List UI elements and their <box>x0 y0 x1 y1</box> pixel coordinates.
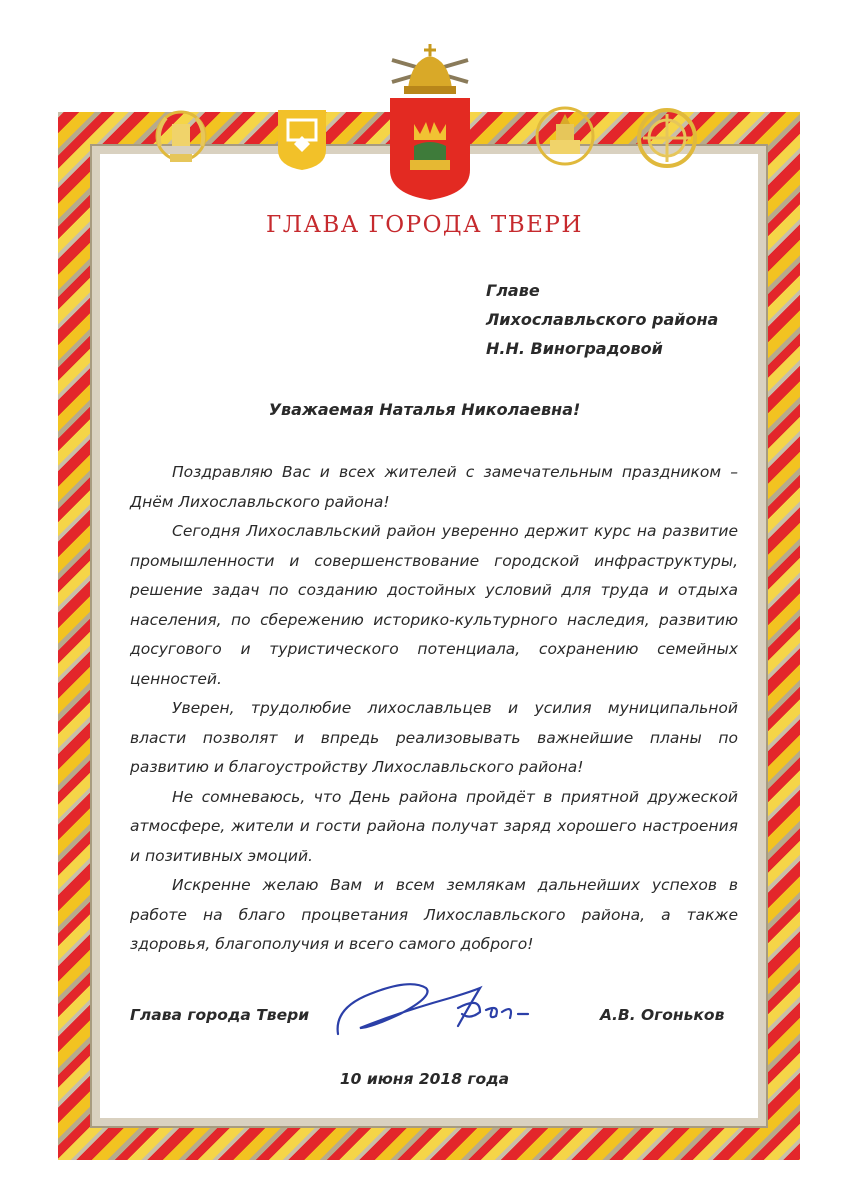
body-paragraph: Сегодня Лихославльский район уверенно держит курс на развитие промышленности и совершенствование городской инфраструктуры, решение задач по созданию достойных условий для труда и отдыха населения, по сбережению историко-культурного наследия, развитию досугового и туристического потенциала, сохранению семейных ценностей. <box>130 522 738 688</box>
book-emblem-icon <box>274 106 330 172</box>
signatory-position: Глава города Твери <box>130 1006 310 1024</box>
cross-circle-emblem-icon <box>634 104 700 172</box>
addressee-line: Лихославльского района <box>486 310 719 329</box>
handwritten-signature <box>330 968 540 1048</box>
letter-body <box>130 458 738 960</box>
tver-coat-of-arms-icon <box>382 42 478 202</box>
addressee-line: Главе <box>486 281 540 300</box>
letter-date: 10 июня 2018 года <box>339 1070 510 1088</box>
greeting: Уважаемая Наталья Николаевна! <box>268 400 581 419</box>
laurel-emblem-icon <box>150 106 212 172</box>
addressee-block <box>486 276 718 363</box>
letterhead-title: ГЛАВА ГОРОДА ТВЕРИ <box>266 212 583 238</box>
body-paragraph: Не сомневаюсь, что День района пройдёт в приятной дружеской атмосфере, жители и гости района получат заряд хорошего настроения и позитивных эмоций. <box>130 787 738 865</box>
tower-emblem-icon <box>532 100 598 172</box>
addressee-line: Н.Н. Виноградовой <box>486 339 663 358</box>
body-paragraph: Поздравляю Вас и всех жителей с замечательным праздником – Днём Лихославльского района! <box>130 463 738 511</box>
signatory-name: А.В. Огоньков <box>600 1006 725 1024</box>
body-paragraph: Уверен, трудолюбие лихославльцев и усилия муниципальной власти позволят и впредь реализовывать важнейшие планы по развитию и благоустройству Лихославльского района! <box>130 699 738 776</box>
body-paragraph: Искренне желаю Вам и всем землякам дальнейших успехов в работе на благо процветания Лихославльского района, а также здоровья, благополучия и всего самого доброго! <box>130 876 738 953</box>
